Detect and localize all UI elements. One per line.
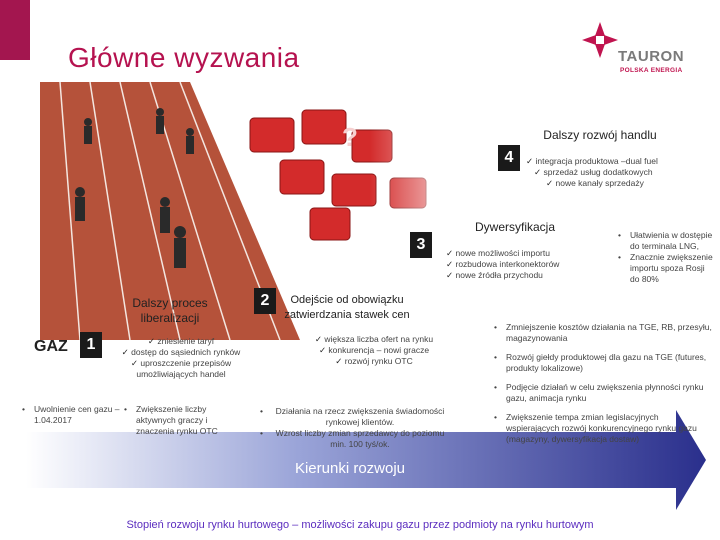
stage1-check-3: ✓ uproszczenie przepisów umożliwiających handel — [106, 358, 256, 380]
stage3-check-3: ✓ nowe źródła przychodu — [446, 270, 616, 281]
right-bullet-2: • Rozwój giełdy produktowej dla gazu na TGE (futures, produkty lokalizowe) — [492, 352, 712, 374]
stage1-check-2: ✓ dostęp do sąsiednich rynków — [106, 347, 256, 358]
stage1-bullets-a — [20, 404, 130, 426]
page-title: Główne wyzwania — [68, 42, 300, 73]
stage3-number-box — [410, 232, 432, 258]
logo-subtitle: POLSKA ENERGIA — [620, 67, 683, 74]
stage3-title: Dywersyfikacja — [474, 220, 555, 234]
right-bullet-4: • Zwiększenie tempa zmian legislacyjnych wspierających rozwój konkurencyjnego rynku gazu (magazyny, dywersyfikacja dostaw) — [492, 412, 712, 445]
stage4-number-box — [498, 145, 520, 171]
stage4-checks — [526, 156, 716, 189]
stage1-bullet-a1: • Uwolnienie cen gazu – 1.04.2017 — [20, 404, 130, 426]
right-bullet-1: • Zmniejszenie kosztów działania na TGE, RB, przesyłu, magazynowania — [492, 322, 712, 344]
stage1-check-1: ✓ zniesienie taryf — [106, 336, 256, 347]
stage2-bullets — [258, 406, 448, 450]
stage2-check-3: ✓ rozwój rynku OTC — [284, 356, 464, 367]
gas-label: GAZ — [34, 338, 68, 355]
stage3-side-bullet-1: • Ułatwienia w dostępie do terminala LNG, — [616, 230, 716, 252]
right-bullets — [492, 322, 712, 445]
stage4-check-3: ✓ nowe kanały sprzedaży — [526, 178, 716, 189]
stage3-number: 3 — [416, 236, 426, 253]
stage3-check-2: ✓ rozbudowa interkonektorów — [446, 259, 616, 270]
stage1-checks — [106, 336, 256, 380]
stage1-number-box — [80, 332, 102, 358]
stage4-check-1: ✓ integracja produktowa –dual fuel — [526, 156, 716, 167]
direction-label: Kierunki rozwoju — [294, 460, 406, 477]
stage1-number: 1 — [86, 336, 96, 353]
stage2-title: Odejście od obowiązku zatwierdzania stawek cen — [284, 294, 410, 321]
stage4-title: Dalszy rozwój handlu — [543, 128, 657, 142]
stage2-checks — [284, 334, 464, 367]
stage1-bullet-b1: • Zwiększenie liczby aktywnych graczy i znaczenia rynku OTC — [122, 404, 232, 437]
stage2-number-box — [254, 288, 276, 314]
stage2-bullet-2: • Wzrost liczby zmian sprzedawcy do poziomu min. 100 tyś/ok. — [258, 428, 448, 450]
stage2-number: 2 — [260, 292, 270, 309]
stage3-check-1: ✓ nowe możliwości importu — [446, 248, 616, 259]
stage1-bullets-b — [122, 404, 232, 437]
stage4-number: 4 — [504, 149, 514, 166]
stage4-check-2: ✓ sprzedaż usług dodatkowych — [526, 167, 716, 178]
right-bullet-3: • Podjęcie działań w celu zwiększenia płynności rynku gazu, animacja rynku — [492, 382, 712, 404]
stage3-checks — [446, 248, 616, 281]
stage1-title: Dalszy proces liberalizacji — [132, 296, 208, 325]
logo-name: TAURON — [618, 48, 685, 65]
stage3-side-bullet-2: • Znacznie zwiększenie importu spoza Rosji do 80% — [616, 252, 716, 285]
stage2-bullet-1: • Działania na rzecz zwiększenia świadomości rynkowej klientów. — [258, 406, 448, 428]
stage2-check-2: ✓ konkurencja – nowi gracze — [284, 345, 464, 356]
stage3-side-bullets — [616, 230, 716, 285]
footer-note: Stopień rozwoju rynku hurtowego – możliwości zakupu gazu przez podmioty na rynku hurtowym — [126, 519, 594, 531]
stage2-check-1: ✓ większa liczba ofert na rynku — [284, 334, 464, 345]
corner-accent — [0, 0, 30, 60]
